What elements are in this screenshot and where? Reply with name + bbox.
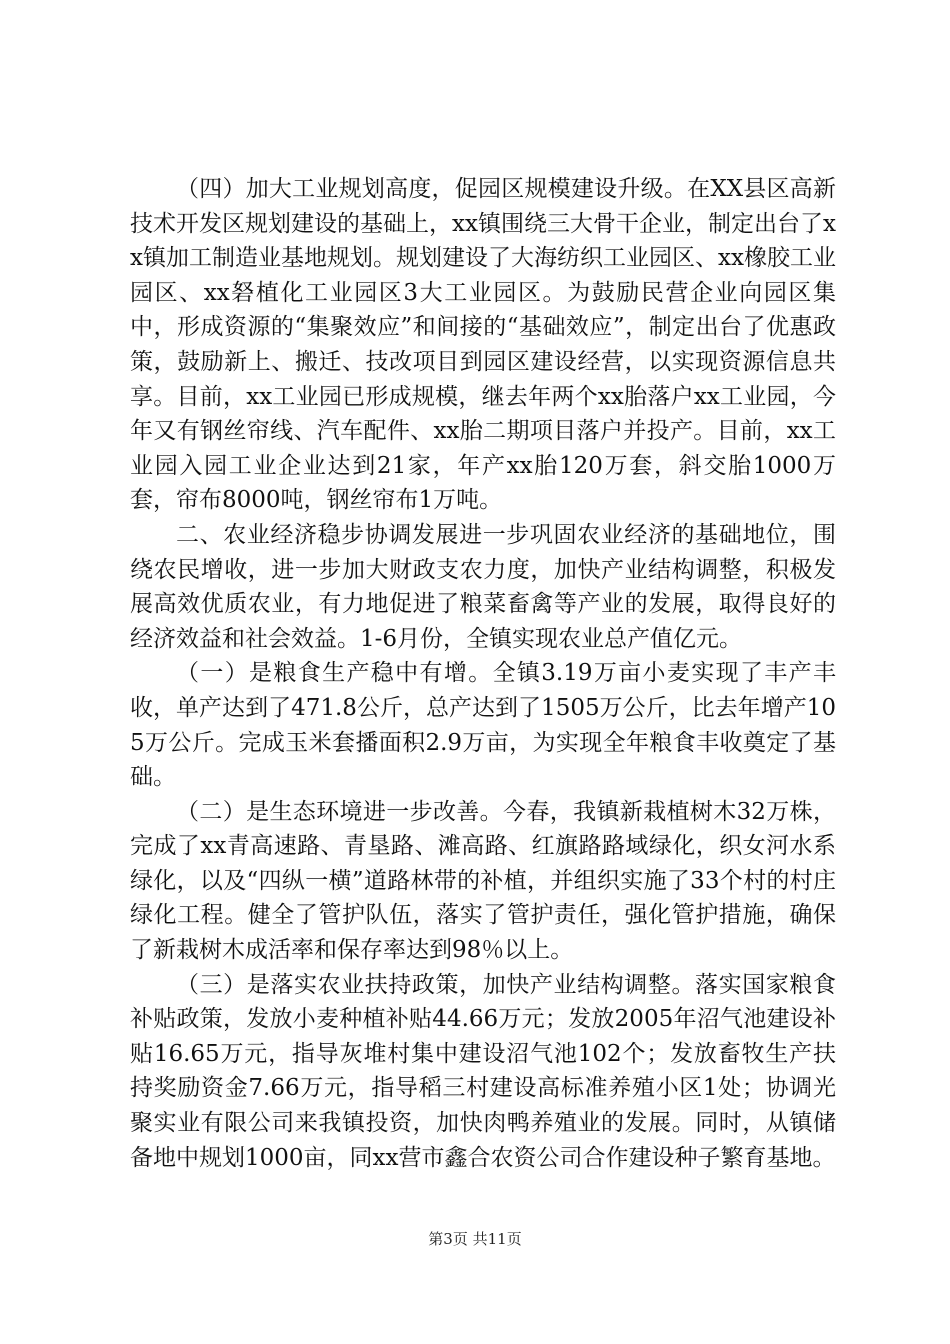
- paragraph-ecology: （二）是生态环境进一步改善。今春，我镇新栽植树木32万株，完成了xx青高速路、青垦路、滩高路、红旗路路域绿化，织女河水系绿化，以及“四纵一横”道路林带的补植，并组织实施了33个村的村庄绿化工程。健全了管护队伍，落实了管护责任，强化管护措施，确保了新栽树木成活率和保存率达到98％以上。: [130, 798, 836, 964]
- paragraph-industrial-park: （四）加大工业规划高度，促园区规模建设升级。在XX县区高新技术开发区规划建设的基础上，xx镇围绕三大骨干企业，制定出台了xx镇加工制造业基地规划。规划建设了大海纺织工业园区、xx橡胶工业园区、xx砮植化工业园区3大工业园区。为鼓励民营企业向园区集中，形成资源的“集聚效应”和间接的“基础效应”，制定出台了优惠政策，鼓励新上、搬迁、技改项目到园区建设经营，以实现资源信息共享。目前，xx工业园已形成规模，继去年两个xx胎落户xx工业园，今年又有钢丝帘线、汽车配件、xx胎二期项目落户并投产。目前，xx工业园入园工业企业达到21家，年产xx胎120万套，斜交胎1000万套，帘布8000吨，钢丝帘布1万吨。: [130, 176, 836, 514]
- page-number-footer: 第3页 共11页: [428, 1230, 522, 1248]
- body-text: [130, 172, 836, 1175]
- paragraph-agriculture: 二、农业经济稳步协调发展进一步巩固农业经济的基础地位，围绕农民增收，进一步加大财政支农力度，加快产业结构调整，积极发展高效优质农业，有力地促进了粮菜畜禽等产业的发展，取得良好的经济效益和社会效益。1-6月份，全镇实现农业总产值亿元。: [130, 521, 836, 652]
- paragraph-support-policy: （三）是落实农业扶持政策，加快产业结构调整。落实国家粮食补贴政策，发放小麦种植补贴44.66万元；发放2005年沼气池建设补贴16.65万元，指导灰堆村集中建设沼气池102个；发放畜牧生产扶持奖励资金7.66万元，指导稻三村建设高标准养殖小区1处；协调光聚实业有限公司来我镇投资，加快肉鸭养殖业的发展。同时，从镇储备地中规划1000亩，同xx营市鑫合农资公司合作建设种子繁育基地。: [130, 971, 836, 1171]
- paragraph-grain-production: （一）是粮食生产稳中有增。全镇3.19万亩小麦实现了丰产丰收，单产达到了471.8公斤，总产达到了1505万公斤，比去年增产105万公斤。完成玉米套播面积2.9万亩，为实现全年粮食丰收奠定了基础。: [130, 660, 836, 791]
